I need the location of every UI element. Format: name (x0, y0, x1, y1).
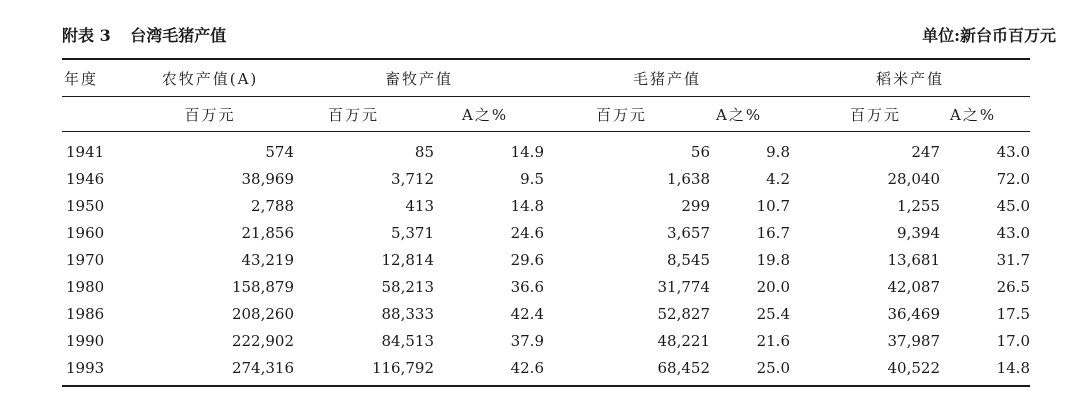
cell-livestock-pct: 37.9 (510, 331, 544, 350)
cell-hog: 31,774 (657, 277, 710, 296)
header-livestock-pct: A之% (462, 105, 509, 124)
cell-year: 1980 (66, 277, 105, 296)
header-row-main (62, 59, 1030, 97)
header-hog-value: 毛猪产值 (632, 69, 701, 88)
cell-livestock-pct: 42.4 (510, 304, 544, 323)
header-hog-unit: 百万元 (596, 105, 648, 124)
cell-hog-pct: 19.8 (756, 250, 790, 269)
header-livestock-unit: 百万元 (328, 105, 380, 124)
cell-hog-pct: 21.6 (756, 331, 790, 350)
cell-livestock: 84,513 (381, 331, 434, 350)
header-year-blank (62, 97, 126, 132)
cell-hog: 3,657 (667, 223, 710, 242)
header-hog-pct: A之% (716, 105, 763, 124)
table-row (62, 354, 1030, 386)
cell-livestock-pct: 14.9 (510, 142, 544, 161)
cell-rice-pct: 45.0 (996, 196, 1030, 215)
cell-hog-pct: 4.2 (766, 169, 790, 188)
cell-livestock: 85 (414, 142, 434, 161)
cell-rice-pct: 72.0 (996, 169, 1030, 188)
cell-livestock: 88,333 (381, 304, 434, 323)
cell-rice: 247 (911, 142, 940, 161)
cell-rice: 1,255 (897, 196, 940, 215)
cell-year: 1990 (66, 331, 105, 350)
cell-rice-pct: 26.5 (996, 277, 1030, 296)
header-agri-unit: 百万元 (184, 105, 236, 124)
cell-year: 1960 (66, 223, 105, 242)
cell-year: 1941 (66, 142, 105, 161)
header-row-units (62, 97, 1030, 132)
cell-hog: 8,545 (667, 250, 710, 269)
cell-rice-pct: 43.0 (996, 142, 1030, 161)
table-caption (62, 22, 1056, 46)
cell-livestock: 12,814 (381, 250, 434, 269)
cell-livestock-pct: 14.8 (510, 196, 544, 215)
table-number: 附表 3 (62, 25, 111, 45)
cell-livestock: 413 (405, 196, 434, 215)
cell-hog: 52,827 (657, 304, 710, 323)
table-row (62, 192, 1030, 219)
cell-agri: 21,856 (241, 223, 294, 242)
table-row (62, 219, 1030, 246)
cell-rice-pct: 17.5 (996, 304, 1030, 323)
cell-hog-pct: 20.0 (756, 277, 790, 296)
header-agri-value: 农牧产值(A) (161, 69, 259, 88)
hog-value-table (62, 58, 1030, 387)
cell-rice-pct: 31.7 (996, 250, 1030, 269)
cell-livestock-pct: 29.6 (510, 250, 544, 269)
cell-hog-pct: 25.4 (756, 304, 790, 323)
cell-livestock-pct: 9.5 (520, 169, 544, 188)
table-row (62, 273, 1030, 300)
header-rice-unit: 百万元 (850, 105, 902, 124)
cell-agri: 2,788 (251, 196, 294, 215)
cell-hog: 1,638 (667, 169, 710, 188)
cell-year: 1950 (66, 196, 105, 215)
cell-agri: 43,219 (241, 250, 294, 269)
header-rice-pct: A之% (950, 105, 997, 124)
unit-label: 单位:新台币百万元 (922, 25, 1056, 45)
table-title-group (62, 23, 240, 46)
table-row (62, 246, 1030, 273)
cell-rice: 40,522 (887, 358, 940, 377)
header-rice-value: 稻米产值 (875, 69, 944, 88)
cell-year: 1986 (66, 304, 105, 323)
table-row (62, 132, 1030, 166)
table-row (62, 165, 1030, 192)
cell-rice: 42,087 (887, 277, 940, 296)
cell-agri: 208,260 (231, 304, 294, 323)
cell-hog-pct: 16.7 (756, 223, 790, 242)
table-body (62, 132, 1030, 387)
cell-agri: 158,879 (231, 277, 294, 296)
table-row (62, 300, 1030, 327)
cell-rice: 28,040 (887, 169, 940, 188)
cell-livestock: 3,712 (391, 169, 434, 188)
header-livestock-value: 畜牧产值 (384, 69, 453, 88)
cell-livestock: 5,371 (391, 223, 434, 242)
cell-livestock-pct: 24.6 (510, 223, 544, 242)
cell-hog: 68,452 (657, 358, 710, 377)
cell-agri: 574 (265, 142, 294, 161)
cell-livestock: 58,213 (381, 277, 434, 296)
cell-year: 1993 (66, 358, 105, 377)
cell-hog: 48,221 (657, 331, 710, 350)
cell-year: 1946 (66, 169, 105, 188)
table-title: 台湾毛猪产值 (130, 25, 227, 45)
cell-rice: 36,469 (887, 304, 940, 323)
cell-rice-pct: 43.0 (996, 223, 1030, 242)
cell-livestock: 116,792 (371, 358, 434, 377)
cell-agri: 274,316 (231, 358, 294, 377)
cell-livestock-pct: 42.6 (510, 358, 544, 377)
cell-hog-pct: 10.7 (756, 196, 790, 215)
cell-hog: 56 (690, 142, 710, 161)
cell-hog-pct: 25.0 (756, 358, 790, 377)
cell-hog-pct: 9.8 (766, 142, 790, 161)
cell-rice: 13,681 (887, 250, 940, 269)
cell-rice-pct: 17.0 (996, 331, 1030, 350)
cell-hog: 299 (681, 196, 710, 215)
table-row (62, 327, 1030, 354)
cell-rice-pct: 14.8 (996, 358, 1030, 377)
cell-agri: 222,902 (231, 331, 294, 350)
cell-rice: 37,987 (887, 331, 940, 350)
cell-agri: 38,969 (241, 169, 294, 188)
cell-year: 1970 (66, 250, 105, 269)
header-year: 年度 (64, 69, 99, 88)
cell-rice: 9,394 (897, 223, 940, 242)
cell-livestock-pct: 36.6 (510, 277, 544, 296)
